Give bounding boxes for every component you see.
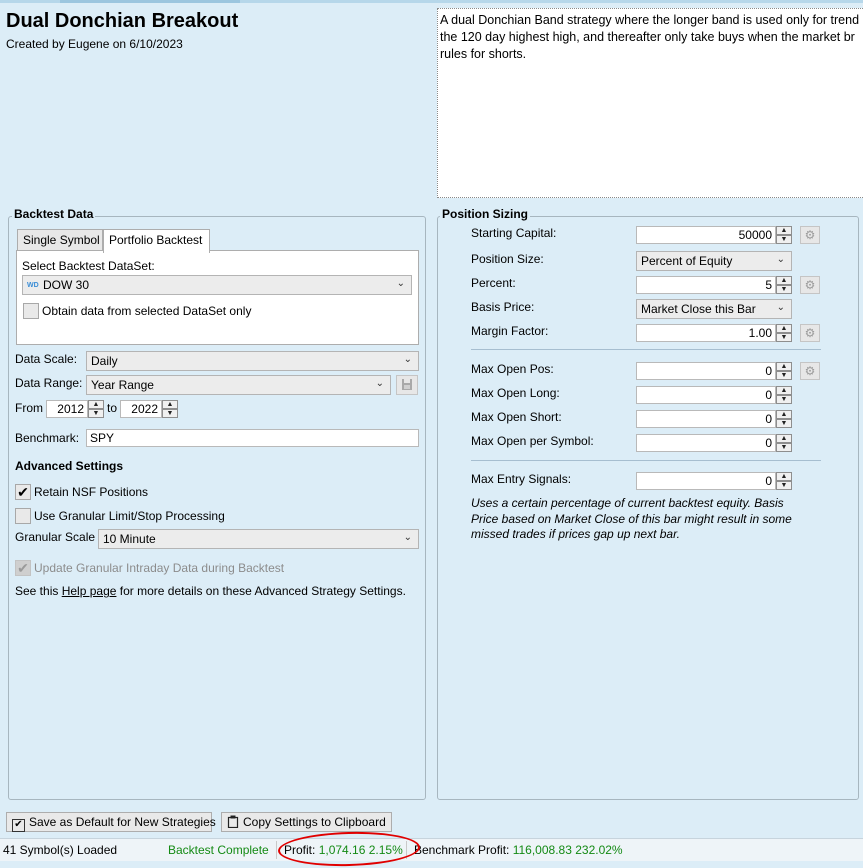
spin-up-icon[interactable]: ▲	[776, 276, 792, 285]
update-granular-label: Update Granular Intraday Data during Backtest	[34, 561, 285, 575]
clipboard-icon	[227, 815, 239, 828]
spin-up-icon[interactable]: ▲	[776, 434, 792, 443]
strategy-subtitle: Created by Eugene on 6/10/2023	[6, 37, 183, 51]
from-year-input[interactable]: 2012	[46, 400, 88, 418]
profit-label: Profit:	[284, 843, 316, 857]
note-line: missed trades if prices gap up next bar.	[471, 527, 680, 541]
max-open-short-spinner[interactable]	[776, 410, 792, 428]
gear-icon[interactable]: ⚙	[800, 362, 820, 380]
red-annotation-circle	[278, 830, 421, 868]
max-open-short-input[interactable]: 0	[636, 410, 776, 428]
chevron-down-icon: ⌄	[375, 378, 384, 389]
spin-down-icon[interactable]: ▼	[776, 395, 792, 404]
max-entry-signals-input[interactable]: 0	[636, 472, 776, 490]
starting-capital-input[interactable]: 50000	[636, 226, 776, 244]
spin-down-icon[interactable]: ▼	[776, 371, 792, 380]
benchmark-label: Benchmark:	[15, 431, 80, 445]
note-line: Uses a certain percentage of current backtest equity. Basis	[471, 496, 784, 510]
chevron-down-icon: ⌄	[403, 532, 412, 543]
dataset-value: DOW 30	[43, 278, 90, 292]
percent-spinner[interactable]	[776, 276, 792, 294]
percent-input[interactable]: 5	[636, 276, 776, 294]
description-line: the 120 day highest high, and thereafter only take buys when the market br	[440, 30, 855, 44]
benchmark-profit-text	[414, 843, 623, 857]
position-sizing-note	[471, 496, 792, 543]
gear-icon[interactable]: ⚙	[800, 324, 820, 342]
granular-scale-label: Granular Scale	[15, 530, 96, 544]
margin-factor-spinner[interactable]	[776, 324, 792, 342]
max-open-long-spinner[interactable]	[776, 386, 792, 404]
symbols-loaded-text: 41 Symbol(s) Loaded	[3, 843, 118, 857]
description-line: rules for shorts.	[440, 47, 527, 61]
max-open-long-input[interactable]: 0	[636, 386, 776, 404]
margin-factor-label: Margin Factor:	[471, 324, 549, 338]
spin-down-icon[interactable]: ▼	[776, 333, 792, 342]
gear-icon[interactable]: ⚙	[800, 226, 820, 244]
status-bar	[0, 838, 863, 861]
backtest-data-legend: Backtest Data	[14, 207, 94, 221]
dataset-label: Select Backtest DataSet:	[22, 259, 155, 273]
description-line: A dual Donchian Band strategy where the longer band is used only for trend	[440, 13, 860, 27]
margin-factor-input[interactable]: 1.00	[636, 324, 776, 342]
basis-price-label: Basis Price:	[471, 300, 535, 314]
spin-up-icon[interactable]: ▲	[776, 410, 792, 419]
max-entry-signals-label: Max Entry Signals:	[471, 472, 572, 486]
checkbox-icon: ✔	[12, 819, 25, 832]
starting-capital-label: Starting Capital:	[471, 226, 557, 240]
basis-price-value: Market Close this Bar	[641, 302, 756, 316]
percent-label: Percent:	[471, 276, 516, 290]
separator	[471, 460, 821, 461]
copy-settings-button[interactable]	[221, 812, 392, 832]
spin-up-icon[interactable]: ▲	[776, 362, 792, 371]
dataset-icon: WD	[27, 282, 39, 290]
tab-single-symbol[interactable]: Single Symbol	[17, 229, 103, 251]
spin-up-icon[interactable]: ▲	[776, 226, 792, 235]
copy-settings-label: Copy Settings to Clipboard	[243, 815, 386, 829]
save-default-button[interactable]	[6, 812, 216, 832]
obtain-only-checkbox[interactable]	[23, 303, 39, 319]
granular-processing-checkbox[interactable]	[15, 508, 31, 524]
spin-down-icon[interactable]: ▼	[776, 443, 792, 452]
dataset-select[interactable]	[22, 275, 412, 295]
note-line: Price based on Market Close of this bar might result in some	[471, 511, 792, 526]
update-granular-checkbox: ✔	[15, 560, 31, 576]
max-open-per-symbol-spinner[interactable]	[776, 434, 792, 452]
from-year-spinner[interactable]	[88, 400, 104, 418]
spin-up-icon[interactable]: ▲	[88, 400, 104, 409]
data-scale-value: Daily	[91, 354, 118, 368]
granular-processing-label: Use Granular Limit/Stop Processing	[34, 509, 225, 523]
spin-up-icon[interactable]: ▲	[776, 386, 792, 395]
tab-portfolio-backtest[interactable]: Portfolio Backtest	[103, 229, 210, 253]
benchmark-profit-label: Benchmark Profit:	[414, 843, 510, 857]
spin-up-icon[interactable]: ▲	[776, 324, 792, 333]
max-open-per-symbol-input[interactable]: 0	[636, 434, 776, 452]
max-open-long-label: Max Open Long:	[471, 386, 560, 400]
spin-down-icon[interactable]: ▼	[162, 409, 178, 418]
help-prefix: See this	[15, 584, 62, 598]
chevron-down-icon: ⌄	[396, 278, 405, 289]
spin-up-icon[interactable]: ▲	[776, 472, 792, 481]
to-year-spinner[interactable]	[162, 400, 178, 418]
max-open-pos-label: Max Open Pos:	[471, 362, 554, 376]
benchmark-profit-value: 116,008.83 232.02%	[512, 843, 623, 857]
strategy-title: Dual Donchian Breakout	[6, 10, 239, 32]
chevron-down-icon: ⌄	[403, 354, 412, 365]
spin-up-icon[interactable]: ▲	[162, 400, 178, 409]
help-suffix: for more details on these Advanced Strategy Settings.	[116, 584, 406, 598]
data-range-label: Data Range:	[15, 376, 83, 390]
max-entry-signals-spinner[interactable]	[776, 472, 792, 490]
max-open-pos-input[interactable]: 0	[636, 362, 776, 380]
save-default-label: Save as Default for New Strategies	[29, 815, 216, 829]
data-range-select[interactable]	[86, 375, 391, 395]
spin-down-icon[interactable]: ▼	[776, 235, 792, 244]
profit-value: 1,074.16 2.15%	[318, 843, 403, 857]
save-range-button[interactable]	[396, 375, 418, 395]
help-text	[15, 584, 406, 598]
spin-down-icon[interactable]: ▼	[776, 419, 792, 428]
advanced-settings-heading: Advanced Settings	[15, 459, 124, 473]
max-open-pos-spinner[interactable]	[776, 362, 792, 380]
retain-nsf-label: Retain NSF Positions	[34, 485, 149, 499]
starting-capital-spinner[interactable]	[776, 226, 792, 244]
basis-price-select[interactable]	[636, 299, 792, 319]
help-page-link[interactable]: Help page	[61, 584, 117, 598]
position-sizing-legend: Position Sizing	[442, 207, 528, 221]
to-label: to	[107, 401, 118, 415]
position-size-select[interactable]	[636, 251, 792, 271]
status-divider	[276, 841, 277, 859]
data-scale-select[interactable]	[86, 351, 419, 371]
chevron-down-icon: ⌄	[776, 254, 785, 265]
separator	[471, 349, 821, 350]
description-textarea[interactable]	[437, 8, 863, 198]
backtest-state-text: Backtest Complete	[168, 843, 269, 857]
chevron-down-icon: ⌄	[776, 302, 785, 313]
spin-down-icon[interactable]: ▼	[776, 285, 792, 294]
data-range-value: Year Range	[91, 378, 154, 392]
gear-icon[interactable]: ⚙	[800, 276, 820, 294]
obtain-only-label: Obtain data from selected DataSet only	[42, 304, 252, 318]
granular-scale-select[interactable]	[98, 529, 419, 549]
position-size-value: Percent of Equity	[641, 254, 733, 268]
spin-down-icon[interactable]: ▼	[776, 481, 792, 490]
from-label: From	[15, 401, 43, 415]
floppy-disk-icon	[397, 376, 417, 394]
top-tab-strip	[60, 0, 240, 3]
max-open-short-label: Max Open Short:	[471, 410, 562, 424]
to-year-input[interactable]: 2022	[120, 400, 162, 418]
data-scale-label: Data Scale:	[15, 352, 78, 366]
benchmark-input[interactable]: SPY	[86, 429, 419, 447]
position-size-label: Position Size:	[471, 252, 544, 266]
max-open-per-symbol-label: Max Open per Symbol:	[471, 434, 594, 448]
retain-nsf-checkbox[interactable]: ✔	[15, 484, 31, 500]
granular-scale-value: 10 Minute	[103, 532, 156, 546]
spin-down-icon[interactable]: ▼	[88, 409, 104, 418]
